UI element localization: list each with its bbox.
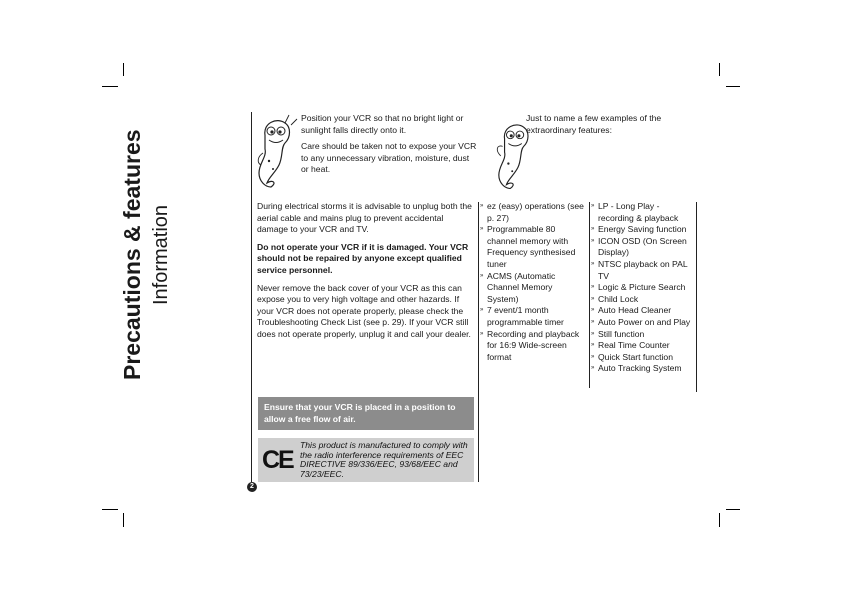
feature-item bbox=[480, 224, 586, 270]
title-sub: Information bbox=[150, 204, 172, 305]
feature-item bbox=[591, 329, 695, 341]
feature-text: LP - Long Play - recording & playback bbox=[598, 201, 679, 223]
bullet-arrow-icon: » bbox=[480, 226, 484, 233]
feature-item bbox=[480, 305, 586, 328]
feature-item bbox=[591, 224, 695, 236]
feature-text: Auto Power on and Play bbox=[598, 316, 691, 327]
ce-compliance-box bbox=[258, 438, 474, 482]
feature-text: NTSC playback on PAL TV bbox=[598, 258, 688, 281]
bullet-arrow-icon: » bbox=[591, 342, 595, 349]
bullet-arrow-icon: » bbox=[591, 318, 595, 325]
ce-compliance-text: This product is manufactured to comply with the radio interference requirements of EEC DIRECTIVE 89/336/EEC, 93/68/EEC and 73/23/EEC. bbox=[300, 440, 468, 479]
column-divider bbox=[589, 202, 590, 388]
warning-paragraph: Do not operate your VCR if it is damaged. Your VCR should not be repaired by anyone except qualified service personnel. bbox=[257, 241, 469, 275]
title-main: Precautions & features bbox=[119, 129, 145, 380]
column-divider bbox=[478, 202, 479, 482]
features-list-2 bbox=[591, 201, 695, 375]
feature-item bbox=[591, 317, 695, 329]
bullet-arrow-icon: » bbox=[591, 260, 595, 267]
feature-text: ICON OSD (On Screen Display) bbox=[598, 235, 687, 258]
bullet-arrow-icon: » bbox=[591, 237, 595, 244]
feature-item bbox=[591, 236, 695, 259]
feature-item bbox=[591, 352, 695, 364]
crop-mark bbox=[719, 63, 720, 76]
crop-mark bbox=[123, 513, 124, 527]
features-intro: Just to name a few examples of the extraordinary features: bbox=[526, 113, 662, 135]
bullet-arrow-icon: » bbox=[480, 203, 484, 209]
feature-text: Logic & Picture Search bbox=[598, 282, 686, 293]
feature-text: Quick Start function bbox=[598, 351, 673, 362]
feature-item bbox=[591, 259, 695, 282]
feature-text: Child Lock bbox=[598, 293, 639, 304]
column-divider bbox=[696, 202, 697, 392]
bullet-arrow-icon: » bbox=[591, 284, 595, 291]
mascot-illustration bbox=[255, 113, 301, 189]
bullet-arrow-icon: » bbox=[591, 365, 595, 372]
features-list-1 bbox=[480, 201, 586, 363]
feature-item bbox=[591, 201, 695, 224]
feature-text: ez (easy) operations (see p. 27) bbox=[487, 201, 584, 223]
crop-mark bbox=[102, 509, 118, 510]
back-cover-paragraph: Never remove the back cover of your VCR as this can expose you to very high voltage and other hazards. If your VCR does not operate properly, please check the Troubleshooting Check List (see p. 29). If your VCR still does not operate properly, unplug it and call your dealer. bbox=[257, 282, 471, 339]
page-number: 2 bbox=[247, 482, 257, 492]
ce-mark-icon: CE bbox=[262, 446, 293, 474]
bullet-arrow-icon: » bbox=[591, 295, 595, 302]
feature-text: 7 event/1 month programmable timer bbox=[487, 305, 564, 327]
bullet-arrow-icon: » bbox=[591, 226, 595, 233]
feature-item bbox=[480, 271, 586, 306]
crop-mark bbox=[726, 86, 740, 87]
crop-mark bbox=[123, 63, 124, 76]
feature-text: Real Time Counter bbox=[598, 340, 670, 351]
feature-text: Auto Tracking System bbox=[598, 363, 682, 374]
crop-mark bbox=[102, 86, 118, 87]
ventilation-notice: Ensure that your VCR is placed in a position to allow a free flow of air. bbox=[258, 397, 474, 430]
feature-item bbox=[591, 340, 695, 352]
feature-text: Auto Head Cleaner bbox=[598, 305, 672, 316]
bullet-arrow-icon: » bbox=[480, 272, 484, 279]
feature-item bbox=[591, 305, 695, 317]
bullet-arrow-icon: » bbox=[591, 203, 595, 209]
bullet-arrow-icon: » bbox=[591, 330, 595, 337]
feature-item bbox=[480, 329, 586, 364]
feature-item bbox=[591, 294, 695, 306]
feature-text: Still function bbox=[598, 328, 645, 339]
feature-item bbox=[591, 363, 695, 375]
column-divider bbox=[251, 112, 252, 482]
left-body bbox=[257, 201, 473, 347]
storm-paragraph: During electrical storms it is advisable to unplug both the aerial cable and mains plug to prevent accidental damage to your VCR and TV. bbox=[257, 201, 472, 235]
feature-item bbox=[480, 201, 586, 224]
feature-text: ACMS (Automatic Channel Memory System) bbox=[487, 270, 556, 304]
feature-text: Programmable 80 channel memory with Frequency synthesised tuner bbox=[487, 224, 576, 269]
crop-mark bbox=[726, 509, 740, 510]
bullet-arrow-icon: » bbox=[480, 330, 484, 337]
feature-item bbox=[591, 282, 695, 294]
crop-mark bbox=[719, 513, 720, 527]
feature-text: Recording and playback for 16:9 Wide-screen format bbox=[487, 328, 580, 362]
intro-text-2: Care should be taken not to expose your VCR to any unnecessary vibration, moisture, dust or heat. bbox=[301, 141, 477, 175]
bullet-arrow-icon: » bbox=[480, 307, 484, 314]
feature-text: Energy Saving function bbox=[598, 224, 687, 235]
bullet-arrow-icon: » bbox=[591, 307, 595, 314]
intro-text-1: Position your VCR so that no bright light or sunlight falls directly onto it. bbox=[301, 113, 464, 135]
bullet-arrow-icon: » bbox=[591, 353, 595, 360]
